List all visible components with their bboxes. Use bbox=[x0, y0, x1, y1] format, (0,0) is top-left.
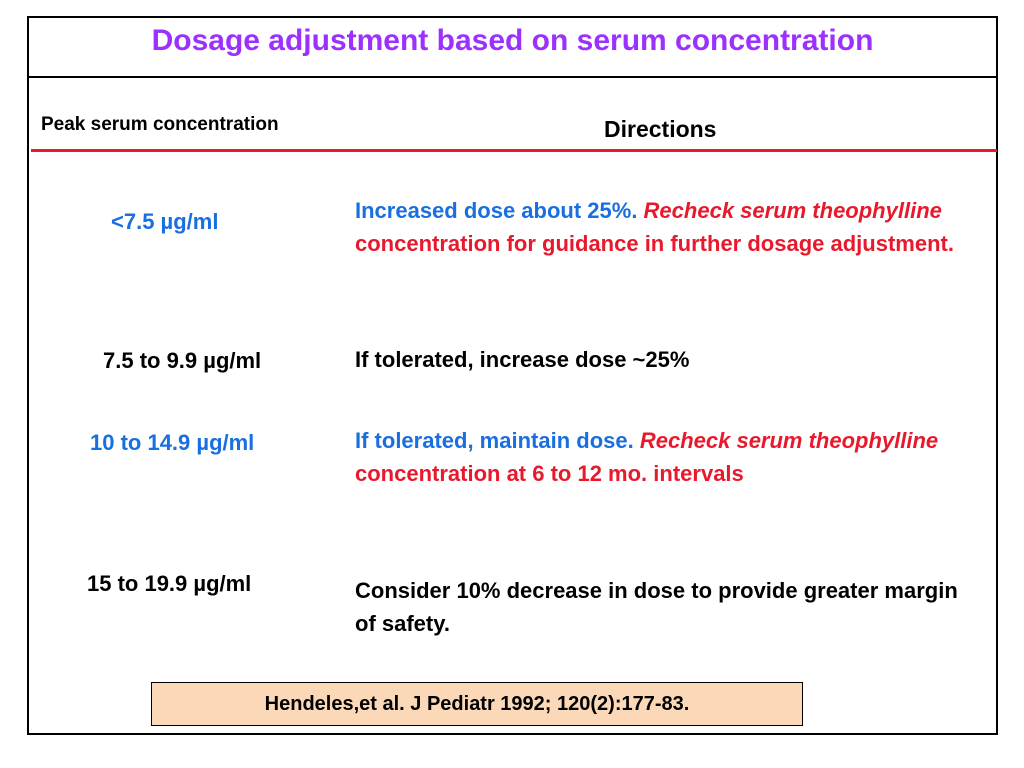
row-4-direction-part-1: Consider 10% decrease in dose to provide greater margin of safety. bbox=[355, 578, 958, 636]
row-3-direction-part-2: Recheck serum theophylline bbox=[639, 428, 939, 453]
row-1-direction-part-2: Recheck serum theophylline bbox=[643, 198, 942, 223]
row-1-concentration: <7.5 µg/ml bbox=[111, 209, 219, 234]
citation-box: Hendeles,et al. J Pediatr 1992; 120(2):177-83. bbox=[151, 682, 803, 726]
row-3-direction-part-3: concentration at 6 to 12 mo. intervals bbox=[355, 461, 744, 486]
row-4-direction bbox=[355, 574, 975, 640]
row-2-direction bbox=[355, 343, 975, 376]
row-4-concentration: 15 to 19.9 µg/ml bbox=[87, 571, 252, 596]
title-divider bbox=[29, 76, 996, 78]
row-3-direction bbox=[355, 424, 975, 490]
row-1-direction-part-1: Increased dose about 25%. bbox=[355, 198, 644, 223]
header-divider bbox=[31, 149, 997, 152]
directions-column-header: Directions bbox=[604, 116, 717, 142]
slide-frame bbox=[27, 16, 998, 735]
slide-title: Dosage adjustment based on serum concentration bbox=[151, 24, 874, 57]
row-2-direction-part-1: If tolerated, increase dose ~25% bbox=[355, 347, 690, 372]
row-1-direction-part-3: concentration for guidance in further dosage adjustment. bbox=[355, 231, 954, 256]
row-1-direction bbox=[355, 194, 975, 260]
row-3-direction-part-1: If tolerated, maintain dose. bbox=[355, 428, 640, 453]
concentration-column-header: Peak serum concentration bbox=[41, 114, 279, 135]
row-2-concentration: 7.5 to 9.9 µg/ml bbox=[103, 348, 262, 373]
row-3-concentration: 10 to 14.9 µg/ml bbox=[90, 430, 255, 455]
